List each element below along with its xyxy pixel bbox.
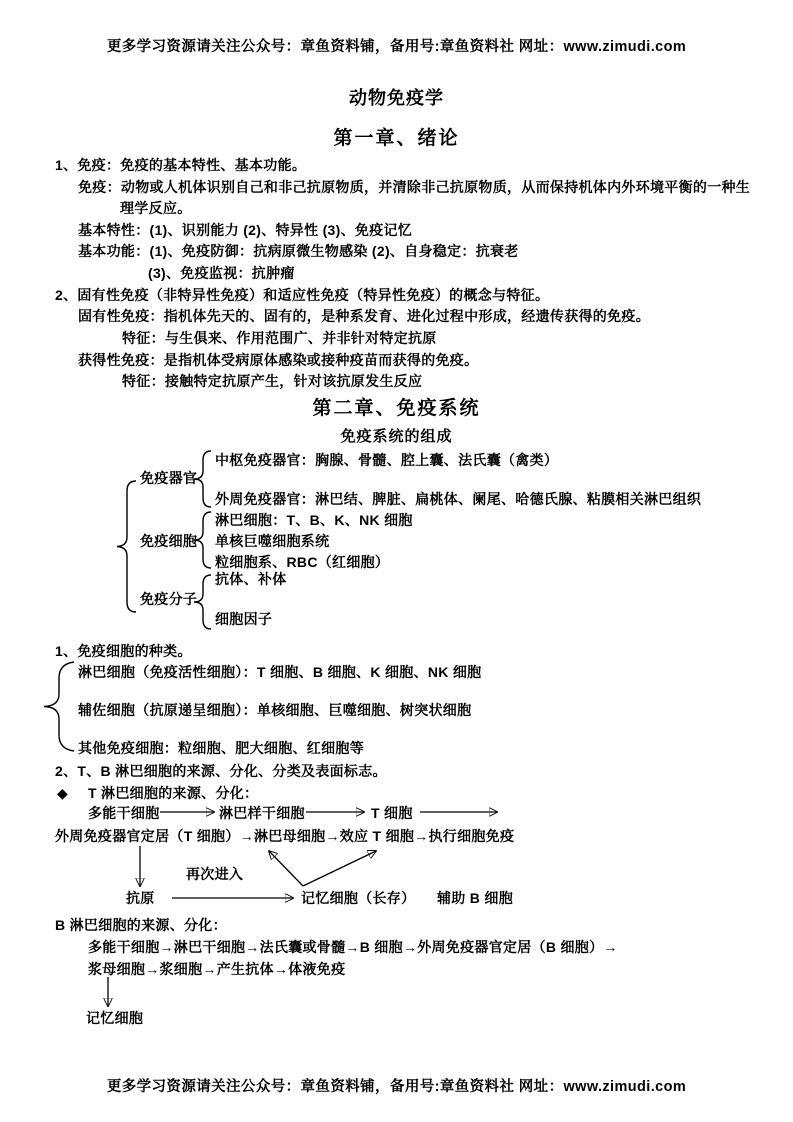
antigen-node: 抗原 [126, 890, 155, 906]
flow-line: 外周免疫器官定居（T 细胞）→淋巴母细胞→效应 T 细胞→执行细胞免疫 [55, 828, 515, 844]
b-cell-heading: B 淋巴细胞的来源、分化： [55, 917, 227, 933]
organs-item: 中枢免疫器官：胸腺、骨髓、腔上囊、法氏囊（禽类） [215, 452, 559, 468]
chapter1-heading: 第一章、绪论 [333, 128, 460, 149]
body-line: 免疫：动物或人机体识别自己和非己抗原物质，并清除非己抗原物质，从而保持机体内外环境平衡的一种生 [78, 179, 751, 195]
cell-types-item: 辅佐细胞（抗原递呈细胞）：单核细胞、巨噬细胞、树突状细胞 [78, 702, 472, 718]
outer-brace [117, 481, 136, 612]
organs-label: 免疫器官 [140, 470, 198, 486]
diamond-bullet-icon: ◆ [57, 785, 69, 801]
flow-node: T 细胞 [371, 805, 413, 821]
cells-item: 淋巴细胞：T、B、K、NK 细胞 [215, 512, 413, 528]
page-header-notice: 更多学习资源请关注公众号：章鱼资料铺，备用号:章鱼资料社 网址：www.zimudi.com [106, 39, 687, 55]
tb-heading: 2、T、B 淋巴细胞的来源、分化、分类及表面标志。 [55, 763, 387, 779]
cells-item: 粒细胞系、RBC（红细胞） [215, 554, 390, 570]
molecules-label: 免疫分子 [140, 591, 198, 607]
memory-cell-node: 记忆细胞（长存） [301, 890, 416, 906]
body-line: 固有性免疫：指机体先天的、固有的，是种系发育、进化过程中形成，经遗传获得的免疫。 [78, 308, 650, 324]
body-line: (3)、免疫监视：抗肿瘤 [148, 265, 295, 281]
body-line: 特征：接触特定抗原产生，针对该抗原发生反应 [122, 373, 423, 389]
cells-label: 免疫细胞 [140, 533, 198, 549]
memory-cell-node: 记忆细胞 [86, 1010, 144, 1026]
document-title: 动物免疫学 [349, 88, 444, 108]
cell-types-item: 淋巴细胞（免疫活性细胞）：T 细胞、B 细胞、K 细胞、NK 细胞 [78, 664, 482, 680]
immune-system-composition-title: 免疫系统的组成 [340, 428, 453, 445]
cell-types-item: 其他免疫细胞：粒细胞、肥大细胞、红细胞等 [78, 740, 364, 756]
flow-line: 多能干细胞→淋巴干细胞→法氏囊或骨髓→B 细胞→外周免疫器官定居（B 细胞）→ [88, 939, 618, 955]
body-line: 基本特性：(1)、识别能力 (2)、特异性 (3)、免疫记忆 [78, 222, 413, 238]
body-line: 基本功能：(1)、免疫防御：抗病原微生物感染 (2)、自身稳定：抗衰老 [78, 243, 519, 259]
flow-line: 浆母细胞→浆细胞→产生抗体→体液免疫 [88, 961, 346, 977]
organs-item: 外周免疫器官：淋巴结、脾脏、扁桃体、阑尾、哈德氏腺、粘膜相关淋巴组织 [215, 491, 702, 507]
reenter-label: 再次进入 [186, 866, 244, 882]
body-line: 理学反应。 [120, 200, 192, 216]
arrow-memory-to-lymphoblast [269, 851, 303, 886]
body-line: 获得性免疫：是指机体受病原体感染或接种疫苗而获得的免疫。 [78, 352, 479, 368]
body-line: 2、固有性免疫（非特异性免疫）和适应性免疫（特异性免疫）的概念与特征。 [55, 287, 550, 303]
t-cell-heading: T 淋巴细胞的来源、分化： [88, 785, 259, 801]
molecules-item: 细胞因子 [215, 611, 273, 627]
page-footer-notice: 更多学习资源请关注公众号：章鱼资料铺，备用号:章鱼资料社 网址：www.zimudi.com [106, 1079, 687, 1095]
cell-types-brace [44, 662, 74, 751]
arrow-memory-to-effector [303, 851, 376, 886]
molecules-item: 抗体、补体 [215, 571, 287, 587]
flow-node: 多能干细胞 [88, 805, 160, 821]
body-line: 特征：与生俱来、作用范围广、并非针对特定抗原 [122, 330, 437, 346]
chapter2-heading: 第二章、免疫系统 [312, 398, 481, 419]
body-line: 1、免疫：免疫的基本特性、基本功能。 [55, 157, 307, 173]
cell-types-heading: 1、免疫细胞的种类。 [55, 643, 192, 659]
flow-node: 淋巴样干细胞 [219, 805, 305, 821]
helper-b-cell-node: 辅助 B 细胞 [437, 890, 513, 906]
cells-item: 单核巨噬细胞系统 [215, 533, 330, 549]
